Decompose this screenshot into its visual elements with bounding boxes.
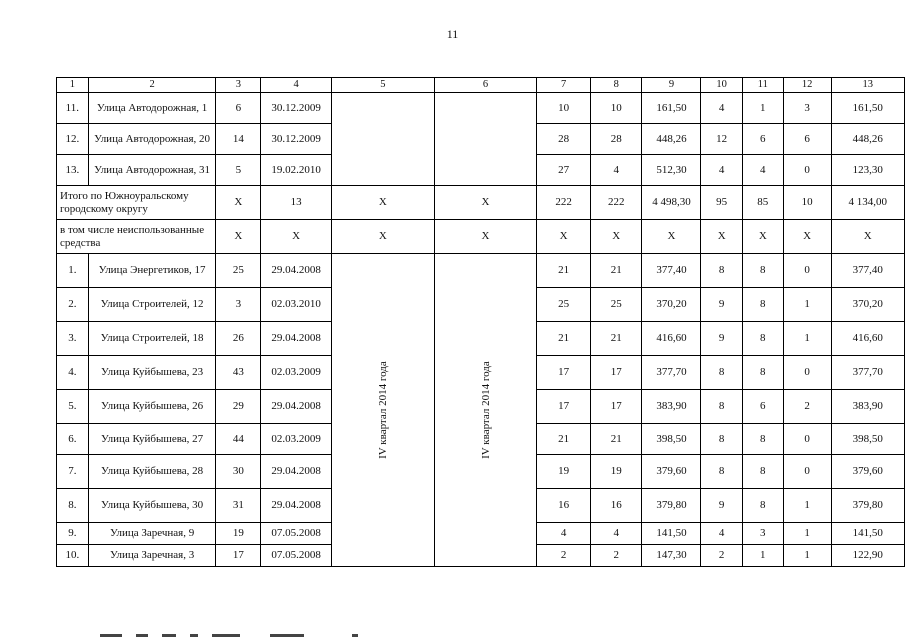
table-cell: 26 [216, 322, 261, 356]
column-header: 9 [642, 78, 701, 93]
table-cell: 4 [742, 155, 783, 186]
row-number: 6. [57, 424, 89, 455]
table-cell: 8 [742, 424, 783, 455]
table-cell: 9 [701, 288, 743, 322]
table-cell: X [216, 220, 261, 254]
table-cell: 222 [591, 186, 642, 220]
table-cell: 1 [783, 288, 831, 322]
table-cell: 161,50 [642, 93, 701, 124]
table-cell: X [434, 220, 537, 254]
table-cell: 16 [537, 489, 591, 523]
table-cell: 17 [216, 545, 261, 567]
column-header: 7 [537, 78, 591, 93]
table-cell: 2 [701, 545, 743, 567]
address-cell: Улица Куйбышева, 28 [88, 455, 216, 489]
table-cell: 8 [701, 455, 743, 489]
table-cell: 370,20 [831, 288, 904, 322]
table-cell: X [332, 220, 435, 254]
table-cell: 17 [537, 356, 591, 390]
table-cell: 6 [742, 124, 783, 155]
table-cell: 9 [701, 322, 743, 356]
table-cell: 448,26 [831, 124, 904, 155]
unused-row [57, 220, 905, 254]
table-cell: 0 [783, 455, 831, 489]
table-cell: 123,30 [831, 155, 904, 186]
table-cell: 141,50 [831, 523, 904, 545]
table-cell: 25 [537, 288, 591, 322]
table-cell: 4 [591, 523, 642, 545]
data-table [56, 77, 905, 567]
row-number: 2. [57, 288, 89, 322]
table-cell: 0 [783, 424, 831, 455]
date-cell: 02.03.2009 [261, 424, 332, 455]
table-cell: 1 [783, 489, 831, 523]
table-cell: 0 [783, 155, 831, 186]
table-cell: 6 [216, 93, 261, 124]
date-cell: 30.12.2009 [261, 93, 332, 124]
table-cell: 379,60 [642, 455, 701, 489]
table-cell: 3 [783, 93, 831, 124]
table-cell: 416,60 [831, 322, 904, 356]
table-cell: 21 [591, 254, 642, 288]
table-cell: 370,20 [642, 288, 701, 322]
table-cell: 1 [783, 545, 831, 567]
table-cell: 2 [591, 545, 642, 567]
column-header: 12 [783, 78, 831, 93]
table-cell: 8 [742, 254, 783, 288]
address-cell: Улица Автодорожная, 31 [88, 155, 216, 186]
total-row [57, 186, 905, 220]
table-cell: 398,50 [642, 424, 701, 455]
table-cell: X [537, 220, 591, 254]
table-cell: 17 [591, 390, 642, 424]
date-cell: 02.03.2010 [261, 288, 332, 322]
table-cell: 512,30 [642, 155, 701, 186]
table-cell: X [783, 220, 831, 254]
row-number: 1. [57, 254, 89, 288]
address-cell: Улица Строителей, 12 [88, 288, 216, 322]
table-cell: 377,70 [642, 356, 701, 390]
table-cell: 147,30 [642, 545, 701, 567]
table-cell: 6 [742, 390, 783, 424]
table-cell: 379,80 [642, 489, 701, 523]
column-header: 11 [742, 78, 783, 93]
row-number: 3. [57, 322, 89, 356]
column-header: 10 [701, 78, 743, 93]
table-cell: 1 [783, 523, 831, 545]
date-cell: 29.04.2008 [261, 455, 332, 489]
date-cell: 02.03.2009 [261, 356, 332, 390]
date-cell: 29.04.2008 [261, 322, 332, 356]
table-cell: 8 [701, 254, 743, 288]
address-cell: Улица Куйбышева, 23 [88, 356, 216, 390]
date-cell: 29.04.2008 [261, 254, 332, 288]
table-cell: 0 [783, 356, 831, 390]
row-number: 11. [57, 93, 89, 124]
table-cell: 379,60 [831, 455, 904, 489]
table-cell: 30 [216, 455, 261, 489]
address-cell: Улица Куйбышева, 27 [88, 424, 216, 455]
table-body [57, 78, 905, 567]
table-cell: 17 [537, 390, 591, 424]
table-cell: 10 [783, 186, 831, 220]
column-header: 13 [831, 78, 904, 93]
footer-marks [100, 634, 360, 640]
table-cell: X [591, 220, 642, 254]
table-cell: 8 [742, 455, 783, 489]
table-cell: X [831, 220, 904, 254]
table-cell: 19 [537, 455, 591, 489]
table-cell: 8 [742, 489, 783, 523]
date-cell: 29.04.2008 [261, 489, 332, 523]
date-cell: 30.12.2009 [261, 124, 332, 155]
unused-label: в том числе неиспользованные средства [57, 220, 216, 254]
table-cell: 448,26 [642, 124, 701, 155]
table-cell: 4 498,30 [642, 186, 701, 220]
row-number: 8. [57, 489, 89, 523]
date-cell: 29.04.2008 [261, 390, 332, 424]
table-cell: 6 [783, 124, 831, 155]
table-cell: 377,70 [831, 356, 904, 390]
table-cell: 383,90 [831, 390, 904, 424]
table-cell: 4 [537, 523, 591, 545]
table-cell: X [742, 220, 783, 254]
table-cell: 161,50 [831, 93, 904, 124]
address-cell: Улица Куйбышева, 26 [88, 390, 216, 424]
table-cell: 8 [742, 288, 783, 322]
column-header: 3 [216, 78, 261, 93]
column-header: 5 [332, 78, 435, 93]
table-cell: 25 [591, 288, 642, 322]
table-cell: 43 [216, 356, 261, 390]
table-cell: 3 [216, 288, 261, 322]
table-cell: 10 [537, 93, 591, 124]
table-cell: X [216, 186, 261, 220]
table-cell: 44 [216, 424, 261, 455]
table-cell: 29 [216, 390, 261, 424]
column-header: 1 [57, 78, 89, 93]
period-cell-col5 [332, 254, 435, 567]
table-cell: X [261, 220, 332, 254]
table-cell: 1 [742, 93, 783, 124]
table-cell: 141,50 [642, 523, 701, 545]
table-cell: 398,50 [831, 424, 904, 455]
table-cell: 1 [783, 322, 831, 356]
period-cell-col6 [434, 93, 537, 186]
table-cell: 31 [216, 489, 261, 523]
table-cell: 2 [783, 390, 831, 424]
table-cell: 416,60 [642, 322, 701, 356]
table-cell: 21 [537, 254, 591, 288]
table-row [57, 93, 905, 124]
table-cell: 4 [701, 155, 743, 186]
row-number: 5. [57, 390, 89, 424]
table-cell: 8 [742, 322, 783, 356]
table-cell: 377,40 [831, 254, 904, 288]
row-number: 9. [57, 523, 89, 545]
table-row [57, 254, 905, 288]
page-number: 11 [446, 27, 459, 41]
date-cell: 07.05.2008 [261, 523, 332, 545]
address-cell: Улица Заречная, 3 [88, 545, 216, 567]
address-cell: Улица Автодорожная, 1 [88, 93, 216, 124]
row-number: 7. [57, 455, 89, 489]
table-cell: 12 [701, 124, 743, 155]
table-cell: 8 [701, 356, 743, 390]
table-cell: 85 [742, 186, 783, 220]
column-header: 2 [88, 78, 216, 93]
address-cell: Улица Заречная, 9 [88, 523, 216, 545]
table-cell: 21 [537, 322, 591, 356]
table-cell: X [701, 220, 743, 254]
table-cell: 21 [591, 424, 642, 455]
period-label: IV квартал 2014 года [479, 361, 492, 459]
table-cell: 13 [261, 186, 332, 220]
table-cell: 379,80 [831, 489, 904, 523]
table-cell: 14 [216, 124, 261, 155]
table-cell: 4 [701, 93, 743, 124]
table-cell: 19 [216, 523, 261, 545]
row-number: 13. [57, 155, 89, 186]
table-cell: 21 [537, 424, 591, 455]
address-cell: Улица Строителей, 18 [88, 322, 216, 356]
table-cell: X [332, 186, 435, 220]
table-cell: 8 [701, 424, 743, 455]
table-cell: 25 [216, 254, 261, 288]
table-cell: 4 [701, 523, 743, 545]
total-label: Итого по Южноуральскому городскому округу [57, 186, 216, 220]
table-cell: 27 [537, 155, 591, 186]
table-cell: 21 [591, 322, 642, 356]
period-label: IV квартал 2014 года [376, 361, 389, 459]
address-cell: Улица Автодорожная, 20 [88, 124, 216, 155]
address-cell: Улица Энергетиков, 17 [88, 254, 216, 288]
table-cell: 3 [742, 523, 783, 545]
date-cell: 07.05.2008 [261, 545, 332, 567]
period-cell-col6 [434, 254, 537, 567]
period-cell-col5 [332, 93, 435, 186]
table-cell: 9 [701, 489, 743, 523]
table-cell: 8 [742, 356, 783, 390]
table-cell: 4 [591, 155, 642, 186]
table-cell: X [434, 186, 537, 220]
table-cell: 28 [537, 124, 591, 155]
row-number: 4. [57, 356, 89, 390]
row-number: 10. [57, 545, 89, 567]
table-cell: 5 [216, 155, 261, 186]
table-cell: 19 [591, 455, 642, 489]
table-cell: 2 [537, 545, 591, 567]
column-header: 4 [261, 78, 332, 93]
table-cell: 16 [591, 489, 642, 523]
table-cell: 17 [591, 356, 642, 390]
table-cell: 10 [591, 93, 642, 124]
date-cell: 19.02.2010 [261, 155, 332, 186]
column-header: 6 [434, 78, 537, 93]
table-cell: X [642, 220, 701, 254]
row-number: 12. [57, 124, 89, 155]
table-cell: 122,90 [831, 545, 904, 567]
table-cell: 8 [701, 390, 743, 424]
table-cell: 222 [537, 186, 591, 220]
table-cell: 4 134,00 [831, 186, 904, 220]
table-cell: 95 [701, 186, 743, 220]
table-cell: 383,90 [642, 390, 701, 424]
address-cell: Улица Куйбышева, 30 [88, 489, 216, 523]
table-cell: 0 [783, 254, 831, 288]
column-header: 8 [591, 78, 642, 93]
table-cell: 1 [742, 545, 783, 567]
table-cell: 377,40 [642, 254, 701, 288]
header-row [57, 78, 905, 93]
table-cell: 28 [591, 124, 642, 155]
